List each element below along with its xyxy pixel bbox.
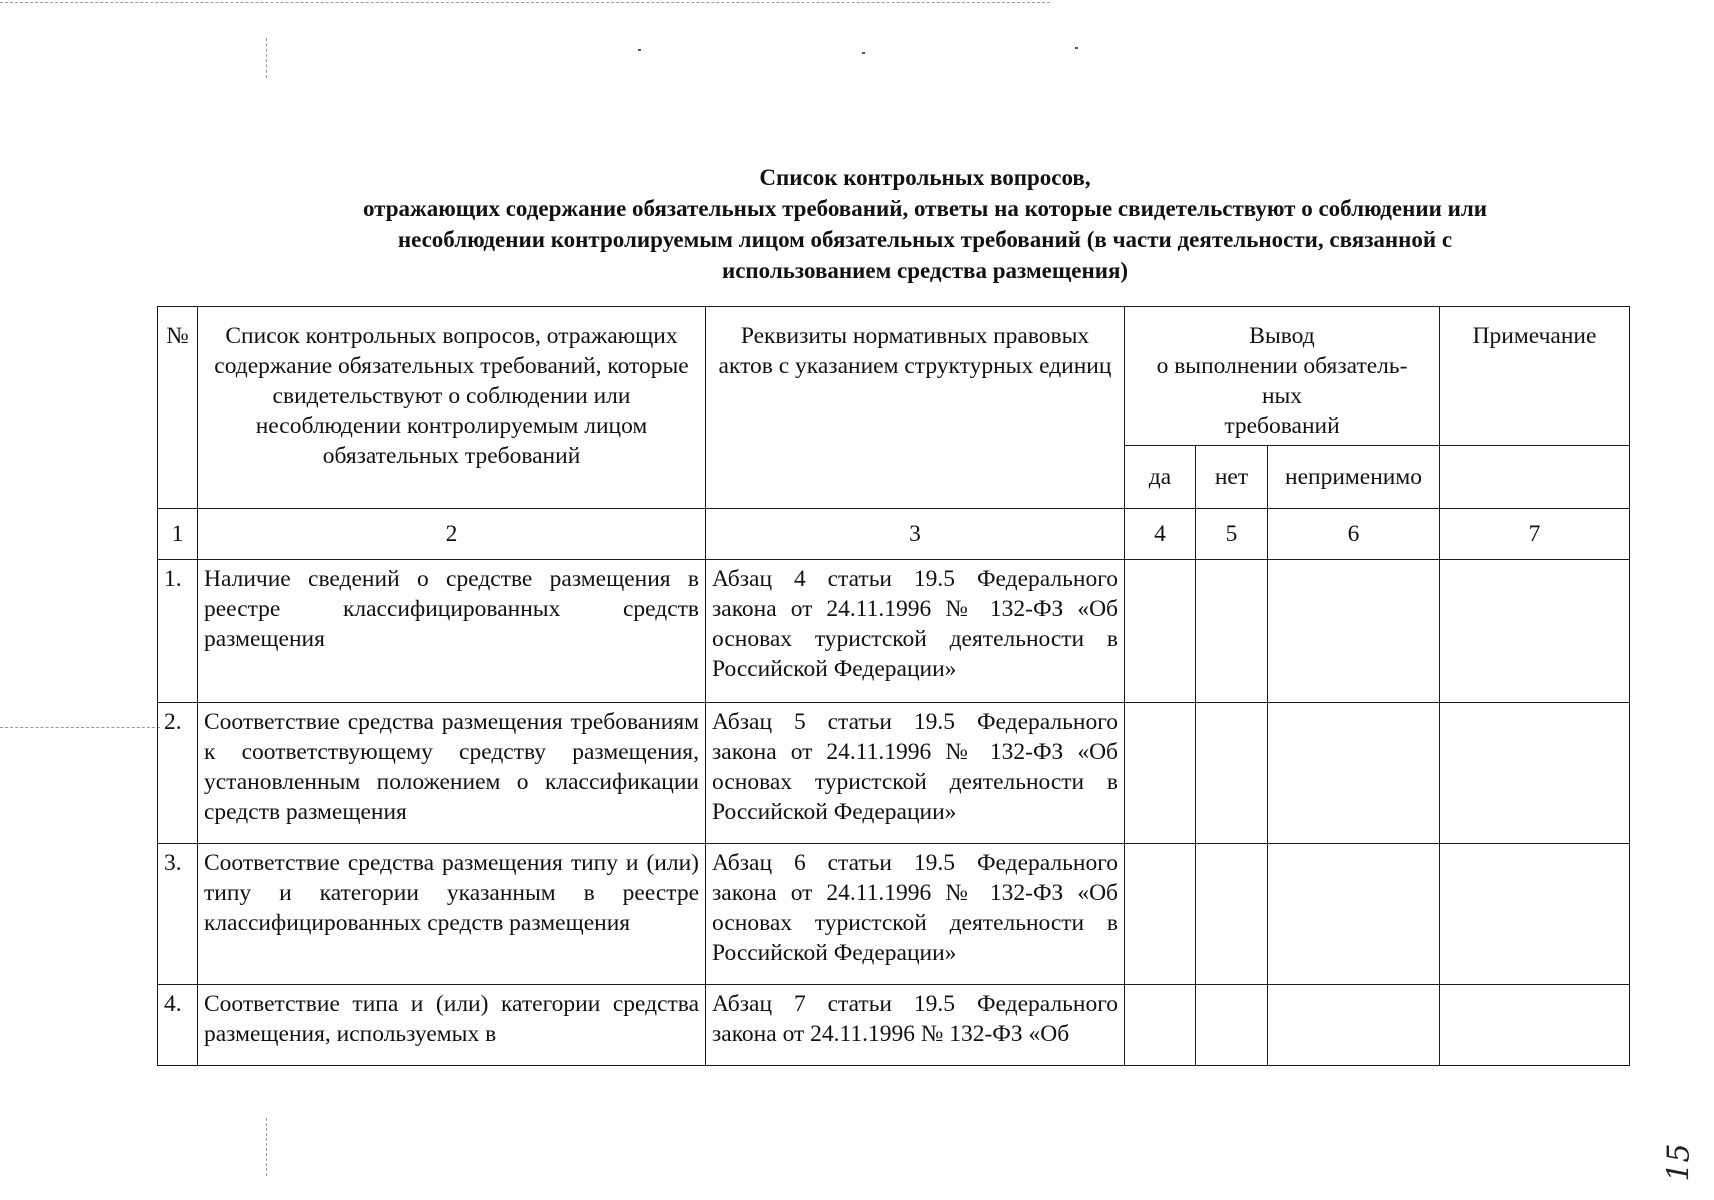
table-header-row	[158, 307, 1630, 446]
row-number: 3.	[158, 844, 198, 985]
title-line-2: отражающих содержание обязательных требований, ответы на которые свидетельствуют о соблюдении или	[362, 196, 1488, 221]
scan-artifact-top-line	[0, 2, 1050, 3]
row-na-cell	[1268, 985, 1440, 1066]
row-number: 1.	[158, 560, 198, 703]
row-yes-cell	[1125, 703, 1196, 844]
header-requisites-cell	[706, 307, 1125, 509]
page-number: 15	[1661, 1143, 1697, 1182]
column-number: 6	[1268, 509, 1440, 560]
header-conclusion-line: о выполнении обязатель-	[1156, 353, 1408, 379]
header-not-applicable: неприменимо	[1268, 446, 1440, 509]
column-number: 5	[1196, 509, 1268, 560]
column-number: 3	[706, 509, 1125, 560]
table-row	[158, 703, 1630, 844]
title-line-3: несоблюдении контролируемым лицом обязательных требований (в части деятельности, связанной с	[397, 227, 1453, 252]
row-yes-cell	[1125, 985, 1196, 1066]
row-no-cell	[1196, 560, 1268, 703]
header-yes: да	[1125, 446, 1196, 509]
table-row	[158, 844, 1630, 985]
row-no-cell	[1196, 985, 1268, 1066]
header-questions-cell	[198, 307, 706, 509]
row-note-cell	[1440, 560, 1630, 703]
column-number: 1	[158, 509, 198, 560]
row-number: 4.	[158, 985, 198, 1066]
column-number: 7	[1440, 509, 1630, 560]
scan-speck	[1075, 47, 1078, 49]
header-number: №	[166, 323, 189, 349]
row-yes-cell	[1125, 560, 1196, 703]
scan-artifact-left-dash	[0, 727, 160, 728]
column-number: 4	[1125, 509, 1196, 560]
row-yes-cell	[1125, 844, 1196, 985]
row-number: 2.	[158, 703, 198, 844]
title-line-4: использованием средства размещения)	[721, 258, 1129, 283]
row-no-cell	[1196, 844, 1268, 985]
header-note-cell	[1440, 307, 1630, 446]
document-title	[250, 162, 1600, 286]
scan-artifact-left-mark	[266, 38, 267, 78]
row-question: Соответствие средства размещения требованиям к соответствующему средству размещения, установленным положением о классификации средств размещения	[198, 703, 706, 844]
row-na-cell	[1268, 844, 1440, 985]
header-number-cell	[158, 307, 198, 509]
header-conclusion	[1131, 311, 1433, 441]
header-no: нет	[1196, 446, 1268, 509]
header-conclusion-line: ных	[1261, 383, 1303, 409]
row-no-cell	[1196, 703, 1268, 844]
scan-artifact-left-mark	[266, 1118, 267, 1176]
header-conclusion-line: Вывод	[1249, 323, 1315, 349]
scan-speck	[862, 52, 865, 54]
row-requisite: Абзац 7 статьи 19.5 Федерального закона от 24.11.1996 № 132-ФЗ «Об	[706, 985, 1125, 1066]
row-requisite: Абзац 6 статьи 19.5 Федерального закона от 24.11.1996 № 132-ФЗ «Об основах туристской деятельности в Российской Федерации»	[706, 844, 1125, 985]
column-number: 2	[198, 509, 706, 560]
row-requisite: Абзац 4 статьи 19.5 Федерального закона от 24.11.1996 № 132-ФЗ «Об основах туристской деятельности в Российской Федерации»	[706, 560, 1125, 703]
header-note-empty	[1440, 446, 1630, 509]
row-question: Соответствие средства размещения типу и (или) типу и категории указанным в реестре классифицированных средств размещения	[198, 844, 706, 985]
row-note-cell	[1440, 844, 1630, 985]
row-note-cell	[1440, 703, 1630, 844]
title-line-1: Список контрольных вопросов,	[759, 165, 1091, 190]
header-questions: Список контрольных вопросов, отражающих содержание обязательных требований, которые свидетельствуют о соблюдении или несоблюдении контролируемым лицом обязательных требований	[214, 323, 689, 469]
header-note: Примечание	[1472, 323, 1597, 349]
checklist-table	[157, 306, 1630, 1066]
table-row	[158, 560, 1630, 703]
row-requisite: Абзац 5 статьи 19.5 Федерального закона от 24.11.1996 № 132-ФЗ «Об основах туристской деятельности в Российской Федерации»	[706, 703, 1125, 844]
table-row	[158, 985, 1630, 1066]
row-note-cell	[1440, 985, 1630, 1066]
row-na-cell	[1268, 560, 1440, 703]
row-question: Соответствие типа и (или) категории средства размещения, используемых в	[198, 985, 706, 1066]
row-na-cell	[1268, 703, 1440, 844]
column-number-row	[158, 509, 1630, 560]
row-question: Наличие сведений о средстве размещения в реестре классифицированных средств размещения	[198, 560, 706, 703]
header-conclusion-cell	[1125, 307, 1440, 446]
scan-speck	[638, 49, 641, 51]
header-conclusion-line: требований	[1224, 413, 1340, 439]
header-requisites: Реквизиты нормативных правовых актов с указанием структурных единиц	[718, 323, 1112, 379]
